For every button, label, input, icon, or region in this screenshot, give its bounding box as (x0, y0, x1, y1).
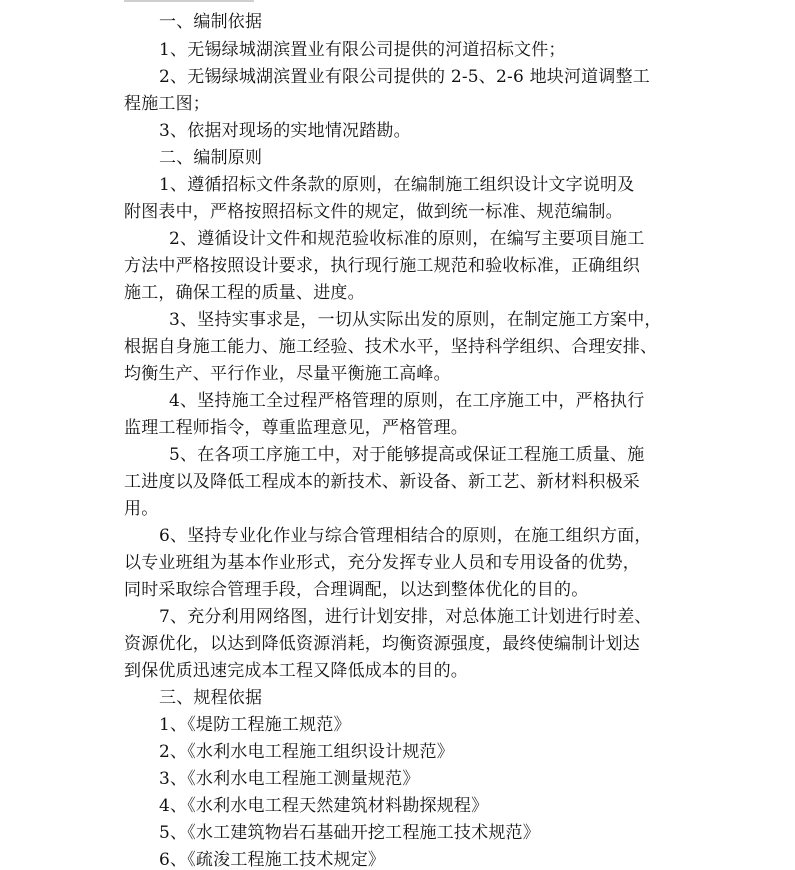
section2-line-18: 资源优化，以达到降低资源消耗，均衡资源强度，最终使编制计划达 (124, 634, 640, 654)
section3-item-5: 5、《水工建筑物岩石基础开挖工程施工技术规范》 (159, 823, 540, 843)
section2-line-12: 工进度以及降低工程成本的新技术、新设备、新工艺、新材料积极采 (124, 472, 640, 492)
section1-item-2: 2、无锡绿城湖滨置业有限公司提供的 2-5、2-6 地块河道调整工 (159, 67, 650, 87)
section3-heading: 三、规程依据 (159, 688, 263, 708)
section2-line-13: 用。 (124, 499, 159, 519)
section2-line-16: 同时采取综合管理手段，合理调配，以达到整体优化的目的。 (124, 580, 589, 600)
section1-item-1: 1、无锡绿城湖滨置业有限公司提供的河道招标文件； (159, 40, 566, 60)
section2-line-11: 5、在各项工序施工中，对于能够提高或保证工程施工质量、施 (169, 445, 645, 465)
section2-line-7: 根据自身施工能力、施工经验、技术水平，坚持科学组织、合理安排、 (124, 337, 658, 357)
section2-line-6: 3、坚持实事求是，一切从实际出发的原则，在制定施工方案中， (169, 310, 662, 330)
section2-line-10: 监理工程师指令，尊重监理意见，严格管理。 (124, 418, 468, 438)
section2-line-14: 6、坚持专业化作业与综合管理相结合的原则，在施工组织方面， (159, 526, 652, 546)
section1-heading: 一、编制依据 (159, 12, 263, 32)
section1-item-3: 3、依据对现场的实地情况踏勘。 (159, 121, 411, 141)
section2-line-4: 方法中严格按照设计要求，执行现行施工规范和验收标准，正确组织 (124, 256, 640, 276)
section2-line-1: 1、遵循招标文件条款的原则，在编制施工组织设计文字说明及 (159, 175, 635, 195)
cropped-top-line (124, 0, 254, 2)
section2-line-19: 到保优质迅速完成本工程又降低成本的目的。 (124, 661, 468, 681)
section2-line-9: 4、坚持施工全过程严格管理的原则，在工序施工中，严格执行 (169, 391, 645, 411)
section2-line-5: 施工，确保工程的质量、进度。 (124, 283, 365, 303)
section1-item-2-cont: 程施工图； (124, 94, 210, 114)
section2-line-8: 均衡生产、平行作业，尽量平衡施工高峰。 (124, 364, 451, 384)
section3-item-4: 4、《水利水电工程天然建筑材料勘探规程》 (159, 796, 489, 816)
section3-item-2: 2、《水利水电工程施工组织设计规范》 (159, 742, 454, 762)
section3-item-3: 3、《水利水电工程施工测量规范》 (159, 769, 420, 789)
section2-heading: 二、编制原则 (159, 148, 263, 168)
section3-item-1: 1、《堤防工程施工规范》 (159, 715, 351, 735)
section3-item-6: 6、《疏浚工程施工技术规定》 (159, 850, 386, 870)
section2-line-17: 7、充分利用网络图，进行计划安排，对总体施工计划进行时差、 (159, 607, 652, 627)
section2-line-15: 以专业班组为基本作业形式，充分发挥专业人员和专用设备的优势， (124, 553, 640, 573)
section2-line-3: 2、遵循设计文件和规范验收标准的原则，在编写主要项目施工 (169, 229, 645, 249)
section2-line-2: 附图表中，严格按照招标文件的规定，做到统一标准、规范编制。 (124, 202, 623, 222)
